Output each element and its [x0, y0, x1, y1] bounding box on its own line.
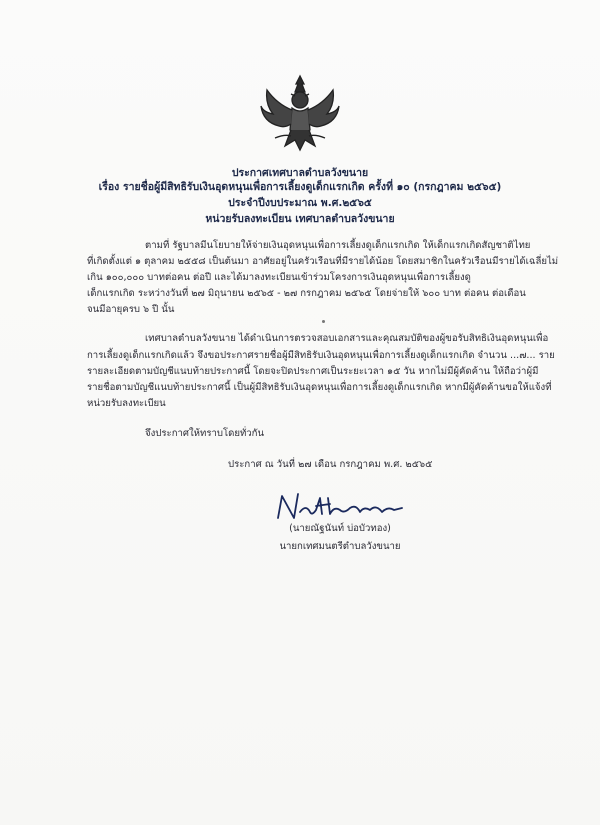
stray-mark [322, 320, 325, 323]
signer-name: (นายณัฐนันท์ บ่อบัวทอง) [289, 523, 391, 534]
paragraph-1-line: จนมีอายุครบ ๖ ปี นั้น [87, 304, 175, 315]
paragraph-2-line: เทศบาลตำบลวังขนาย ได้ดำเนินการตรวจสอบเอกสารและคุณสมบัติของผู้ขอรับสิทธิเงินอุดหนุนเพื่อ [145, 333, 549, 344]
paragraph-2-line: รายชื่อตามบัญชีแนบท้ายประกาศนี้ เป็นผู้มีสิทธิรับเงินอุดหนุนเพื่อการเลี้ยงดูเด็กแรกเกิด หากมีผู้คัดค้านขอให้แจ้งที่ [87, 382, 552, 393]
announcement-title: ประกาศเทศบาลตำบลวังขนาย [231, 167, 369, 179]
paragraph-1-line: เกิน ๑๐๐,๐๐๐ บาทต่อคน ต่อปี และได้มาลงทะเบียนเข้าร่วมโครงการเงินอุดหนุนเพื่อการเลี้ยงดู [87, 272, 471, 283]
paragraph-2-line: การเลี้ยงดูเด็กแรกเกิดแล้ว จึงขอประกาศรายชื่อผู้มีสิทธิรับเงินอุดหนุนเพื่อการเลี้ยงดูเด็กแรกเกิด จำนวน ...๗... ราย [87, 350, 555, 361]
paragraph-1-line: ที่เกิดตั้งแต่ ๑ ตุลาคม ๒๕๕๘ เป็นต้นมา อาศัยอยู่ในครัวเรือนที่มีรายได้น้อย โดยสมาชิกในครัวเรือนมีรายได้เฉลี่ยไม่ [87, 256, 559, 267]
handwritten-signature [272, 488, 422, 524]
fiscal-year: ประจำปีงบประมาณ พ.ศ.๒๕๖๕ [228, 197, 372, 209]
announcement-subject: เรื่อง รายชื่อผู้มีสิทธิรับเงินอุดหนุนเพื่อการเลี้ยงดูเด็กแรกเกิด ครั้งที่ ๑๐ (กรกฎาคม ๒๕๖๕) [98, 181, 502, 193]
paragraph-1-line: ตามที่ รัฐบาลมีนโยบายให้จ่ายเงินอุดหนุนเพื่อการเลี้ยงดูเด็กแรกเกิด ให้เด็กแรกเกิดสัญชาติไทย [145, 240, 531, 251]
paragraph-2-line: หน่วยรับลงทะเบียน [87, 398, 166, 409]
closing-statement: จึงประกาศให้ทราบโดยทั่วกัน [145, 428, 265, 439]
registration-unit: หน่วยรับลงทะเบียน เทศบาลตำบลวังขนาย [205, 213, 395, 225]
paragraph-2-line: รายละเอียดตามบัญชีแนบท้ายประกาศนี้ โดยจะปิดประกาศเป็นระยะเวลา ๑๕ วัน หากไม่มีผู้คัดค้าน ให้ถือว่าผู้มี [87, 366, 539, 377]
signer-title: นายกเทศมนตรีตำบลวังขนาย [279, 541, 401, 552]
paragraph-1-line: เด็กแรกเกิด ระหว่างวันที่ ๒๗ มิถุนายน ๒๕๖๕ - ๒๗ กรกฎาคม ๒๕๖๕ โดยจ่ายให้ ๖๐๐ บาท ต่อคน ต่อเดือน [87, 288, 526, 299]
garuda-emblem [255, 70, 345, 160]
announcement-date: ประกาศ ณ วันที่ ๒๗ เดือน กรกฎาคม พ.ศ. ๒๕๖๕ [228, 459, 433, 470]
